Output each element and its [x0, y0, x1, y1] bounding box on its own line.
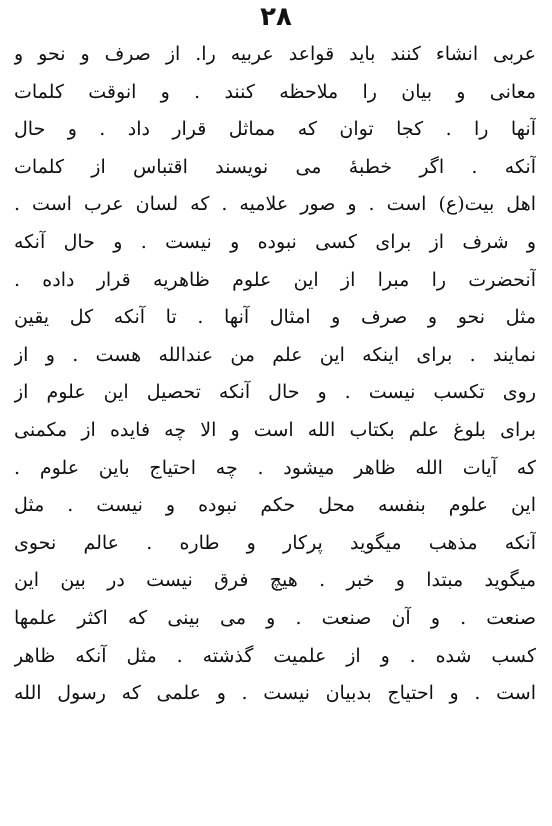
text-line: میگوید مبتدا و خبر . هیچ فرق نیست در بین این: [14, 569, 536, 592]
text-line: معانی و بیان را ملاحظه کنند . و انوقت کلمات: [14, 80, 536, 103]
text-line: کسب شده . و از علمیت گذشته . مثل آنکه ظاهر: [14, 644, 536, 667]
text-line: و شرف از برای کسی نبوده و نیست . و حال آنکه: [14, 230, 536, 253]
text-line: برای بلوغ علم بکتاب الله است و الا چه فایده از مکمنی: [14, 418, 536, 441]
text-line: آنکه مذهب میگوید پرکار و طاره . عالم نحوی: [14, 531, 536, 554]
text-line: عربی انشاء کنند باید قواعد عربیه را. از صرف و نحو و: [14, 43, 536, 65]
text-line: که آیات الله ظاهر میشود . چه احتیاج باین علوم .: [14, 456, 536, 479]
text-line: این علوم بنفسه محل حکم نبوده و نیست . مثل: [14, 494, 536, 517]
body-text: [14, 36, 536, 713]
text-line: آنها را . کجا توان که مماثل قرار داد . و حال: [14, 118, 536, 141]
text-line: روی تکسب نیست . و حال آنکه تحصیل این علوم از: [14, 381, 536, 404]
text-line: نمایند . برای اینکه این علم من عندالله هست . و از: [14, 343, 536, 366]
text-line: صنعت . و آن صنعت . و می بینی که اکثر علمها: [14, 606, 536, 629]
page-number: ۲۸: [260, 2, 292, 32]
text-line: مثل نحو و صرف و امثال آنها . تا آنکه کل یقین: [14, 306, 536, 329]
text-line: آنحضرت را مبرا از این علوم ظاهریه قرار داده .: [14, 268, 536, 291]
text-line: است . و احتیاج بدبیان نیست . و علمی که رسول الله: [14, 682, 536, 705]
text-line: آنکه . اگر خطبهٔ می نویسند اقتباس از کلمات: [14, 155, 536, 178]
text-line: اهل بیت(ع) است . و صور علامیه . که لسان عرب است .: [14, 193, 536, 216]
